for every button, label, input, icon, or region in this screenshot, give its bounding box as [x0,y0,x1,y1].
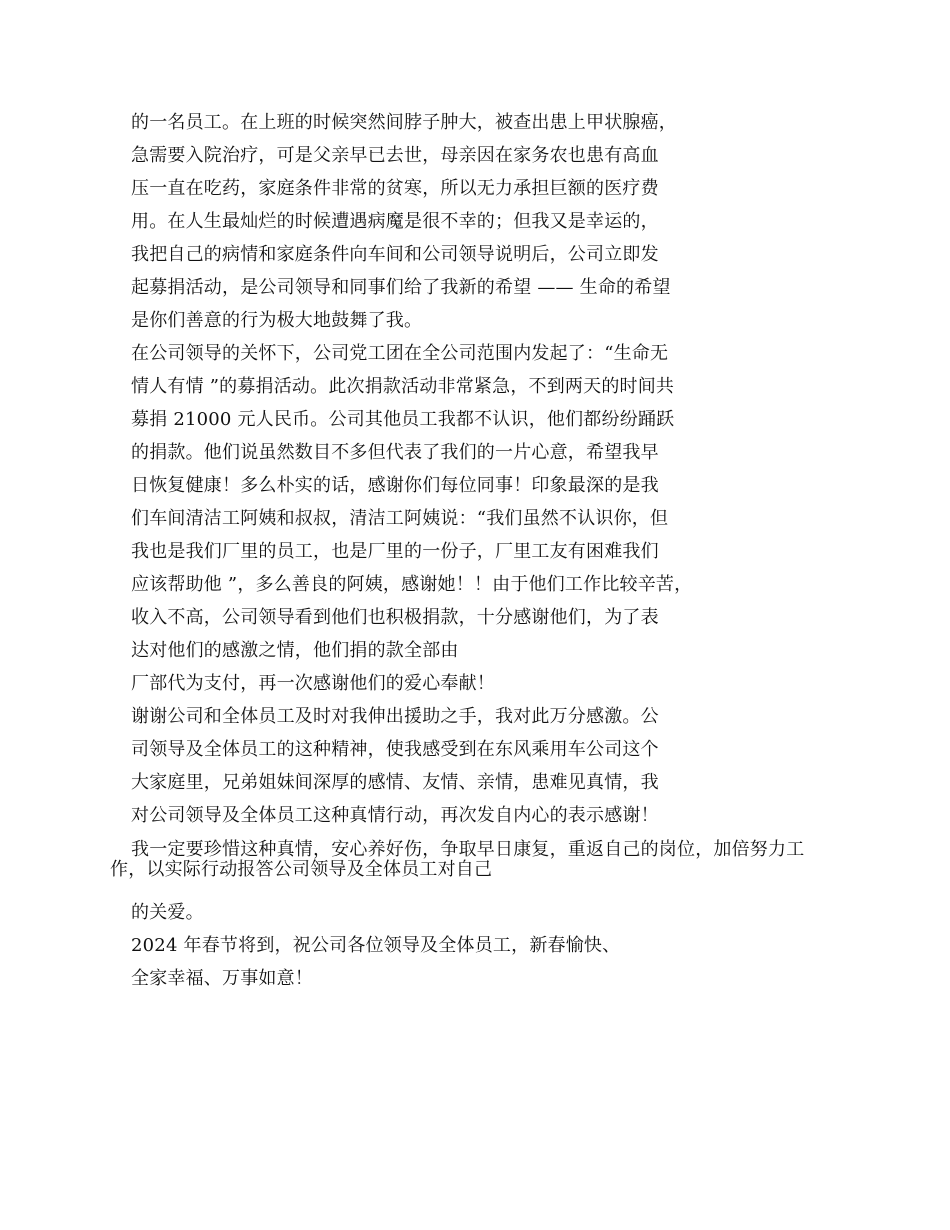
text-line: 厂部代为支付，再一次感谢他们的爱心奉献！ [131,673,495,694]
text-line: 收入不高，公司领导看到他们也积极捐款，十分感谢他们，为了表 [131,607,659,628]
text-line: 司领导及全体员工的这种精神，使我感受到在东风乘用车公司这个 [131,739,659,760]
text-line: 起募捐活动，是公司领导和同事们给了我新的希望 —— 生命的希望 [131,277,671,298]
wrapped-paragraph: 我一定要珍惜这种真情，安心养好伤，争取早日康复，重返自己的岗位，加倍努力工作，以实际行动报答公司领导及全体员工对自己 [110,839,805,880]
text-line: 情人有情 ”的募捐活动。此次捐款活动非常紧急，不到两天的时间共 [131,376,675,397]
text-line: 我把自己的病情和家庭条件向车间和公司领导说明后，公司立即发 [131,244,659,265]
text-line: 2024 年春节将到，祝公司各位领导及全体员工，新春愉快、 [131,935,621,956]
text-line: 压一直在吃药，家庭条件非常的贫寒，所以无力承担巨额的医疗费 [131,178,659,199]
text-line: 用。在人生最灿烂的时候遭遇病魔是很不幸的；但我又是幸运的， [131,211,659,232]
text-line: 大家庭里，兄弟姐妹间深厚的感情、友情、亲情，患难见真情，我 [131,772,659,793]
text-line: 达对他们的感激之情，他们捐的款全部由 [131,640,459,661]
text-line: 是你们善意的行为极大地鼓舞了我。 [131,310,423,331]
text-line: 应该帮助他 ”，多么善良的阿姨，感谢她！！由于他们工作比较辛苦， [131,574,693,595]
text-line: 募捐 21000 元人民币。公司其他员工我都不认识，他们都纷纷踊跃 [131,409,675,430]
text-line: 的一名员工。在上班的时候突然间脖子肿大，被查出患上甲状腺癌， [131,112,677,133]
text-line: 对公司领导及全体员工这种真情行动，再次发自内心的表示感谢！ [131,805,659,826]
text-line: 的关爱。 [131,902,204,923]
text-line: 日恢复健康！多么朴实的话，感谢你们每位同事！印象最深的是我 [131,475,659,496]
text-line: 谢谢公司和全体员工及时对我伸出援助之手，我对此万分感激。公 [131,706,659,727]
text-line: 的捐款。他们说虽然数目不多但代表了我们的一片心意，希望我早 [131,442,659,463]
text-line: 们车间清洁工阿姨和叔叔，清洁工阿姨说：“我们虽然不认识你，但 [131,508,669,529]
text-line: 在公司领导的关怀下，公司党工团在全公司范围内发起了：“生命无 [131,343,669,364]
text-line: 我也是我们厂里的员工，也是厂里的一份子，厂里工友有困难我们 [131,541,659,562]
text-line: 急需要入院治疗，可是父亲早已去世，母亲因在家务农也患有高血 [131,145,659,166]
text-line: 全家幸福、万事如意！ [131,968,313,989]
